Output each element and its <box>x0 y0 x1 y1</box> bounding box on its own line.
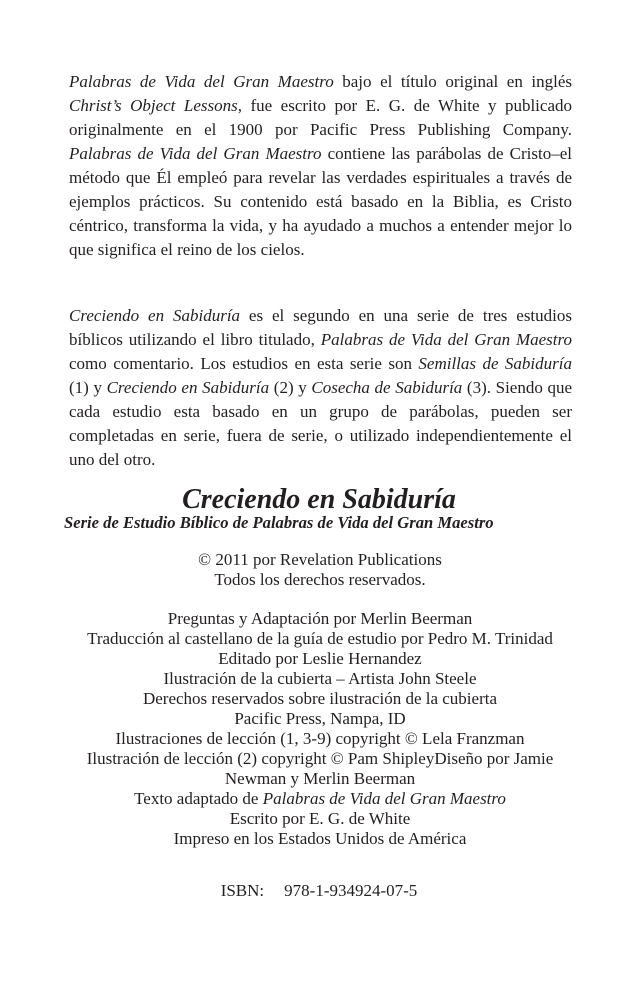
credit-line: Derechos reservados sobre ilustración de la cubierta <box>142 689 498 708</box>
credit-line: Impreso en los Estados Unidos de América <box>173 829 467 848</box>
text-run: (1) y <box>69 378 107 397</box>
text-run: fue escrito por E. G. de White y publicado originalmente en el 1900 por Pacific Press Publishing Company. <box>69 96 572 139</box>
credits-block <box>60 609 580 849</box>
credit-line: Ilustraciones de lección (1, 3-9) copyright © Lela Franzman <box>115 729 525 748</box>
study-title-italic: Cosecha de Sabiduría <box>311 378 463 397</box>
text-run: bajo el título original en inglés <box>333 72 572 91</box>
isbn-value: 978-1-934924-07-5 <box>284 881 418 900</box>
text-run: es el segundo en una serie de tres estudios bíblicos utilizando el libro titulado, <box>69 306 572 349</box>
page-subtitle: Serie de Estudio Bíblico de Palabras de Vida del Gran Maestro <box>64 513 494 532</box>
intro-paragraph <box>69 70 572 262</box>
credit-line: Traducción al castellano de la guía de estudio por Pedro M. Trinidad <box>87 629 553 648</box>
series-paragraph <box>69 304 572 472</box>
book-title-italic: Palabras de Vida del Gran Maestro <box>69 144 322 163</box>
rights-line: Todos los derechos reservados. <box>214 570 426 589</box>
credit-line: Ilustración de lección (2) copyright © Pam ShipleyDiseño por Jamie Newman y Merlin Beerman <box>86 749 554 788</box>
isbn-label: ISBN: <box>220 881 265 900</box>
credit-line: Escrito por E. G. de White <box>229 809 411 828</box>
study-title-italic: Creciendo en Sabiduría <box>69 306 241 325</box>
study-title-italic: Semillas de Sabiduría <box>418 354 572 373</box>
text-run: Texto adaptado de <box>134 789 263 808</box>
book-title-italic: Palabras de Vida del Gran Maestro <box>320 330 572 349</box>
credit-line <box>60 789 580 809</box>
text-run: contiene las parábolas de Cristo–el método que Él empleó para revelar las verdades espirituales a través de ejemplos prácticos. Su contenido está basado en la Biblia, es Cristo céntrico, transforma la vida, y ha ayudado a muchos a entender mejor lo que significa el reino de los cielos. <box>69 144 572 259</box>
book-title-italic: Palabras de Vida del Gran Maestro <box>262 789 506 808</box>
credit-line: Ilustración de la cubierta – Artista John Steele <box>163 669 477 688</box>
copyright-block <box>60 550 580 590</box>
text-run: (2) y <box>269 378 312 397</box>
text-run: como comentario. Los estudios en esta serie son <box>69 354 419 373</box>
copyright-line: © 2011 por Revelation Publications <box>198 550 442 569</box>
original-title-italic: Christ’s Object Lessons, <box>69 96 242 115</box>
isbn-line <box>0 880 638 902</box>
credit-line: Preguntas y Adaptación por Merlin Beerman <box>167 609 473 628</box>
book-title-italic: Palabras de Vida del Gran Maestro <box>69 72 334 91</box>
text-run: (3). Siendo que cada estudio esta basado en un grupo de parábolas, pueden ser completadas en serie, fuera de serie, o utilizado independientemente el uno del otro. <box>69 378 573 469</box>
credit-line: Pacific Press, Nampa, ID <box>234 709 406 728</box>
study-title-italic: Creciendo en Sabiduría <box>106 378 270 397</box>
credit-line: Editado por Leslie Hernandez <box>218 649 422 668</box>
page-title: Creciendo en Sabiduría <box>182 484 456 515</box>
